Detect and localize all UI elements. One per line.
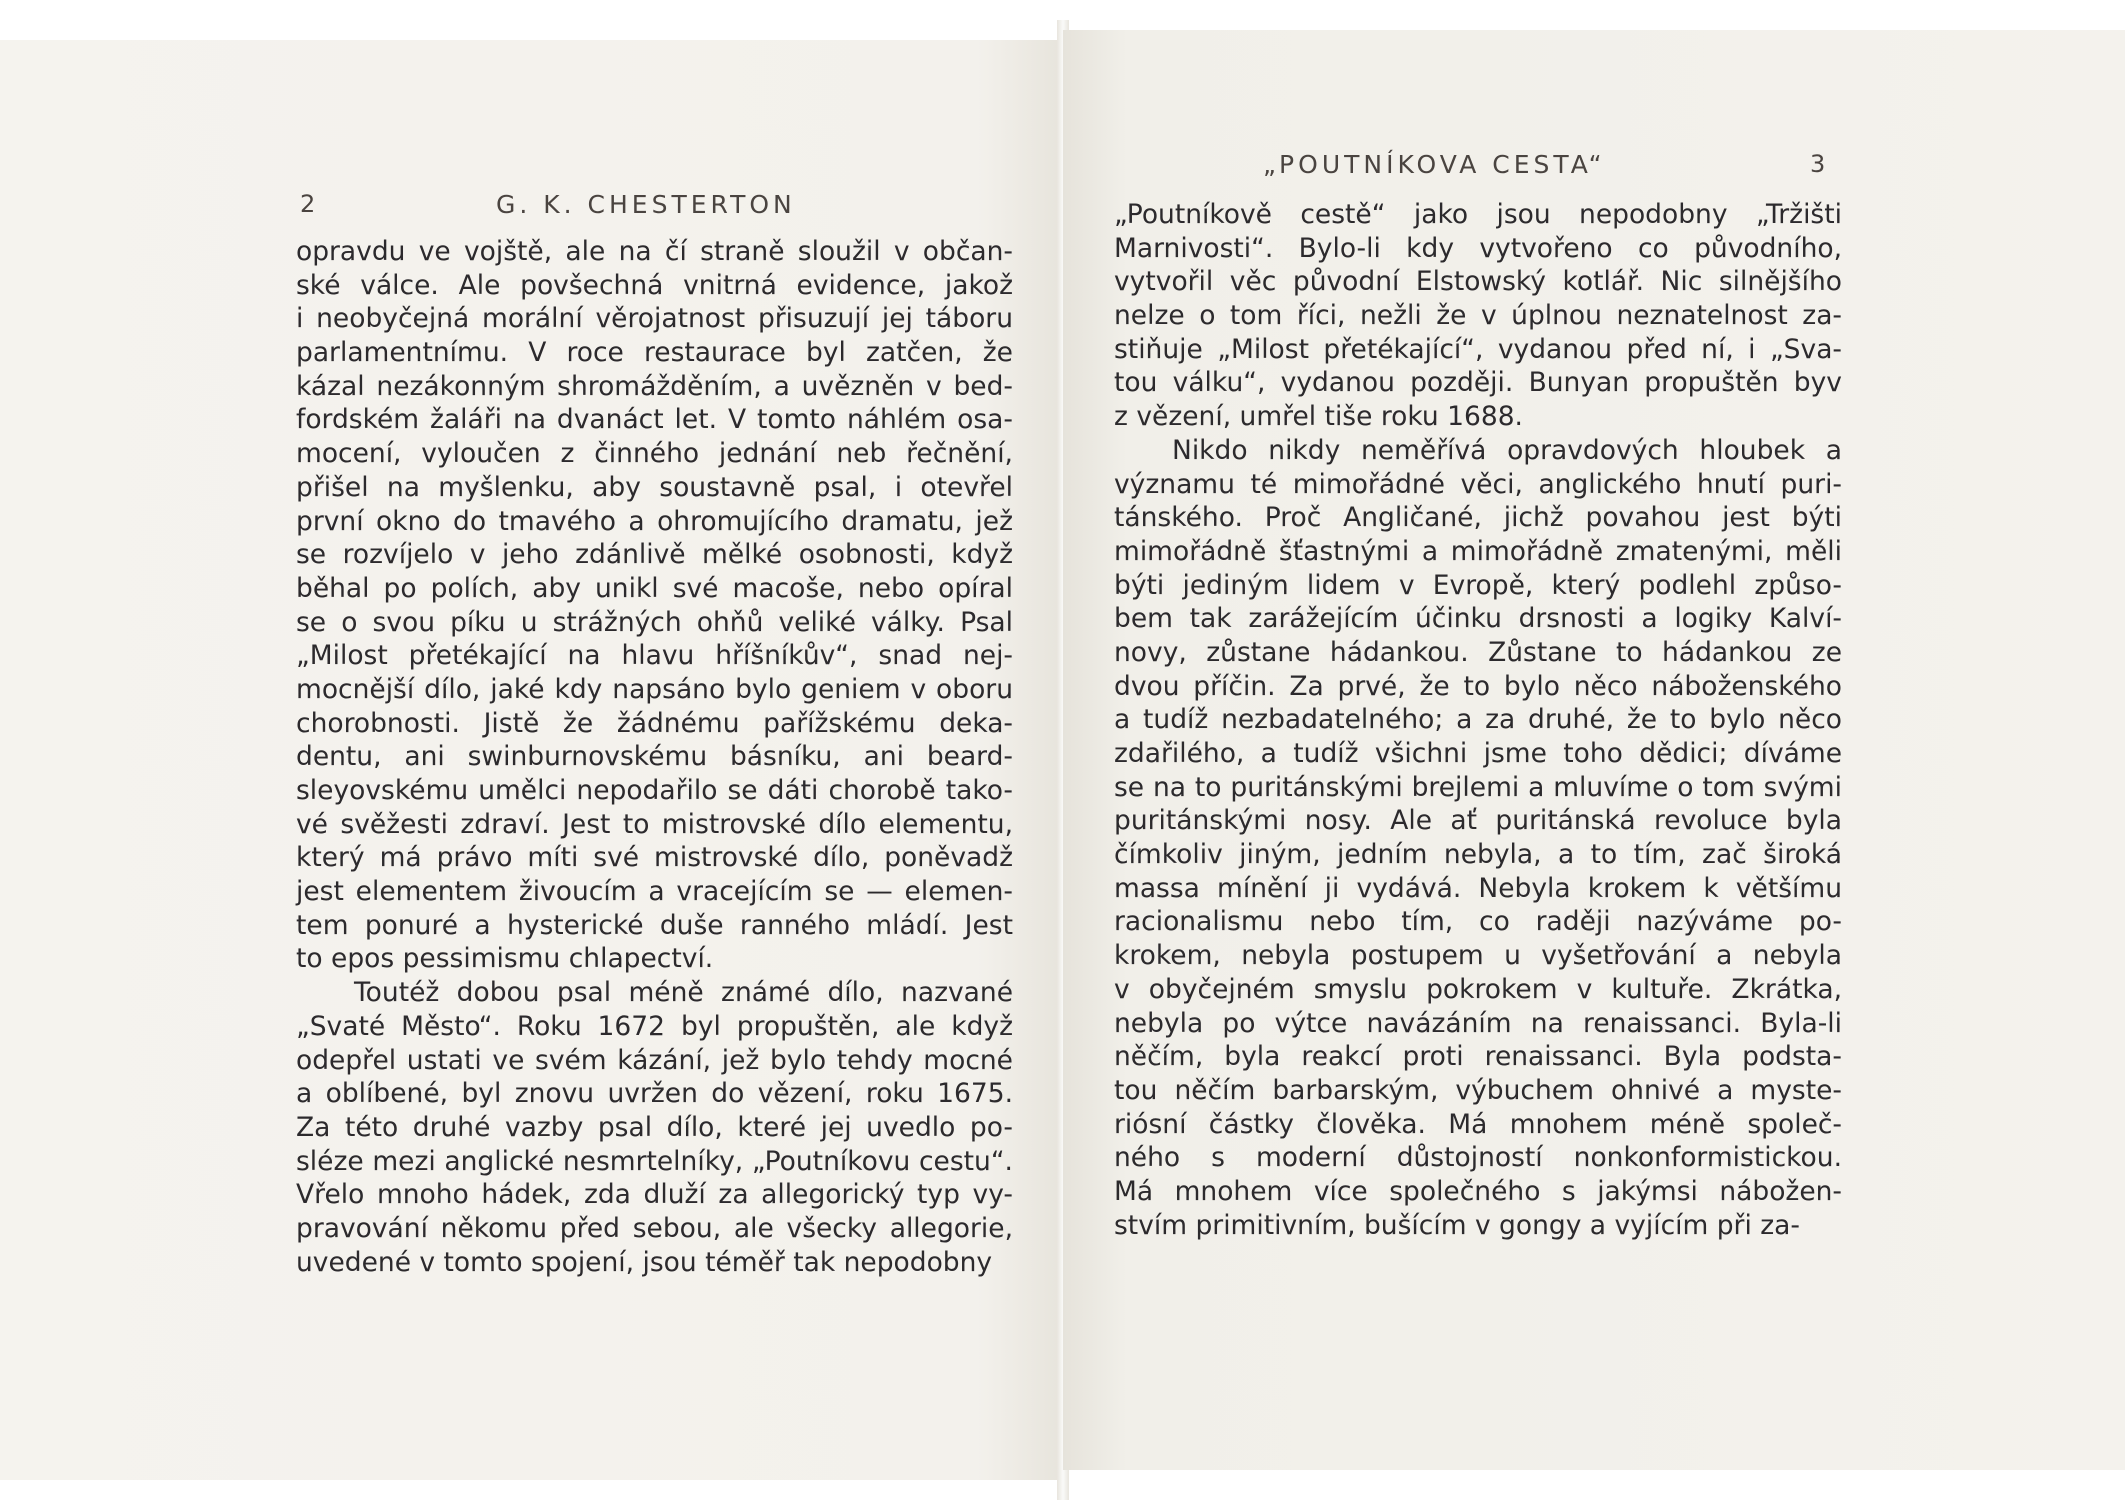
- running-head: „POUTNÍKOVA CESTA“: [1263, 150, 1606, 179]
- text-line: nelze o tom říci, nežli že v úplnou neznatelnost za-: [1114, 300, 1842, 332]
- text-line: ské válce. Ale povšechná vnitrná evidence, jakož: [296, 269, 1013, 301]
- text-line: Marnivosti“. Bylo-li kdy vytvořeno co původního,: [1114, 232, 1842, 264]
- text-line: sléze mezi anglické nesmrtelníky, „Poutníkovu cestu“.: [296, 1145, 1013, 1177]
- text-line: kázal nezákonným shromážděním, a uvězněn v bed-: [296, 370, 1013, 402]
- text-line: to epos pessimismu chlapectví.: [296, 943, 714, 975]
- text-line: se rozvíjelo v jeho zdánlivě mělké osobnosti, když: [296, 539, 1013, 571]
- text-line: Má mnohem více společného s jakýmsi nábožen-: [1114, 1175, 1842, 1207]
- text-line: Nikdo nikdy neměřívá opravdových hloubek a: [1172, 434, 1842, 466]
- text-line: jest elementem živoucím a vracejícím se — elemen-: [296, 876, 1013, 908]
- right-page: [1063, 30, 2125, 1470]
- text-line: massa mínění ji vydává. Nebyla krokem k většímu: [1114, 872, 1842, 904]
- text-line: se o svou píku u strážných ohňů veliké války. Psal: [296, 606, 1013, 638]
- text-line: mocnější dílo, jaké kdy napsáno bylo geniem v oboru: [296, 673, 1013, 705]
- text-line: Za této druhé vazby psal dílo, které jej uvedlo po-: [296, 1111, 1013, 1143]
- text-line: racionalismu nebo tím, co raději nazýváme po-: [1114, 906, 1842, 938]
- text-line: novy, zůstane hádankou. Zůstane to hádankou ze: [1114, 636, 1842, 668]
- text-line: v obyčejném smyslu pokrokem v kultuře. Zkrátka,: [1114, 973, 1842, 1005]
- text-line: uvedené v tomto spojení, jsou téměř tak nepodobny: [296, 1246, 993, 1278]
- text-line: bem tak zarážejícím účinku drsnosti a logiky Kalví-: [1114, 603, 1842, 635]
- text-line: přišel na myšlenku, aby soustavně psal, i otevřel: [296, 471, 1013, 503]
- body-text: [1114, 198, 1842, 1242]
- text-line: sleyovskému umělci nepodařilo se dáti chorobě tako-: [296, 775, 1013, 806]
- text-line: mimořádně šťastnými a mimořádně zmatenými, měli: [1114, 535, 1842, 567]
- text-line: býti jediným lidem v Evropě, který podlehl způso-: [1114, 569, 1842, 601]
- text-line: krokem, nebyla postupem u vyšetřování a nebyla: [1114, 940, 1842, 972]
- text-line: tou válku“, vydanou později. Bunyan propuštěn byv: [1114, 367, 1842, 399]
- text-line: mocení, vyloučen z činného jednání neb řečnění,: [296, 438, 1013, 470]
- left-page: [0, 40, 1062, 1480]
- text-line: který má právo míti své mistrovské dílo, poněvadž: [296, 842, 1013, 874]
- text-line: běhal po polích, aby unikl své macoše, nebo opíral: [296, 572, 1013, 604]
- text-line: se na to puritánskými brejlemi a mluvíme o tom svými: [1114, 771, 1842, 803]
- text-line: a oblíbené, byl znovu uvržen do vězení, roku 1675.: [296, 1078, 1013, 1110]
- text-line: odepřel ustati ve svém kázání, jež bylo tehdy mocné: [296, 1044, 1013, 1076]
- text-line: chorobnosti. Jistě že žádnému pařížskému deka-: [296, 707, 1013, 739]
- text-line: fordském žaláři na dvanáct let. V tomto náhlém osa-: [296, 404, 1013, 436]
- text-line: „Svaté Město“. Roku 1672 byl propuštěn, ale když: [296, 1010, 1013, 1042]
- text-line: „Milost přetékající na hlavu hříšníkův“, snad nej-: [296, 640, 1013, 672]
- text-line: stvím primitivním, bušícím v gongy a vyjícím při za-: [1114, 1209, 1800, 1241]
- text-line: stiňuje „Milost přetékající“, vydanou před ní, i „Sva-: [1114, 333, 1842, 365]
- running-head: G. K. CHESTERTON: [496, 190, 796, 219]
- text-line: čímkoliv jiným, jedním nebyla, a to tím, zač široká: [1114, 839, 1842, 871]
- text-line: dvou příčin. Za prvé, že to bylo něco náboženského: [1114, 670, 1842, 702]
- text-line: nebyla po výtce navázáním na renaissanci. Byla-li: [1114, 1007, 1842, 1039]
- text-line: tánského. Proč Angličané, jichž povahou jest býti: [1114, 502, 1842, 534]
- text-line: dentu, ani swinburnovskému básníku, ani beard-: [296, 741, 1013, 773]
- text-line: zdařilého, a tudíž všichni jsme toho dědici; díváme: [1114, 738, 1842, 769]
- text-line: z vězení, umřel tiše roku 1688.: [1114, 401, 1523, 433]
- text-line: Toutéž dobou psal méně známé dílo, nazvané: [354, 977, 1013, 1009]
- text-line: vytvořil věc původní Elstowský kotlář. Nic silnějšího: [1114, 266, 1842, 298]
- text-line: významu té mimořádné věci, anglického hnutí puri-: [1114, 468, 1842, 500]
- text-line: něčím, byla reakcí proti renaissanci. Byla podsta-: [1114, 1041, 1842, 1073]
- page-number: 3: [1810, 150, 1826, 178]
- body-text: [296, 235, 1013, 1279]
- text-line: „Poutníkově cestě“ jako jsou nepodobny „Tržišti: [1114, 199, 1842, 230]
- text-line: Vřelo mnoho hádek, zda dluží za allegorický typ vy-: [296, 1179, 1013, 1211]
- text-line: tem ponuré a hysterické duše ranného mládí. Jest: [296, 909, 1013, 941]
- text-line: tou něčím barbarským, výbuchem ohnivé a myste-: [1114, 1074, 1842, 1106]
- text-line: i neobyčejná morální věrojatnost přisuzují jej táboru: [296, 303, 1013, 335]
- text-line: opravdu ve vojště, ale na čí straně sloužil v občan-: [296, 236, 1013, 267]
- text-line: parlamentnímu. V roce restaurace byl zatčen, že: [296, 337, 1013, 369]
- text-line: ného s moderní důstojností nonkonformistickou.: [1114, 1142, 1842, 1174]
- text-line: pravování někomu před sebou, ale všecky allegorie,: [296, 1212, 1013, 1244]
- text-line: vé svěžesti zdraví. Jest to mistrovské dílo elementu,: [296, 808, 1013, 840]
- text-line: a tudíž nezbadatelného; a za druhé, že to bylo něco: [1114, 704, 1842, 736]
- page-number: 2: [300, 190, 316, 218]
- text-line: první okno do tmavého a ohromujícího dramatu, jež: [296, 505, 1013, 537]
- text-line: riósní částky člověka. Má mnohem méně společ-: [1114, 1108, 1842, 1140]
- text-line: puritánskými nosy. Ale ať puritánská revoluce byla: [1114, 805, 1842, 837]
